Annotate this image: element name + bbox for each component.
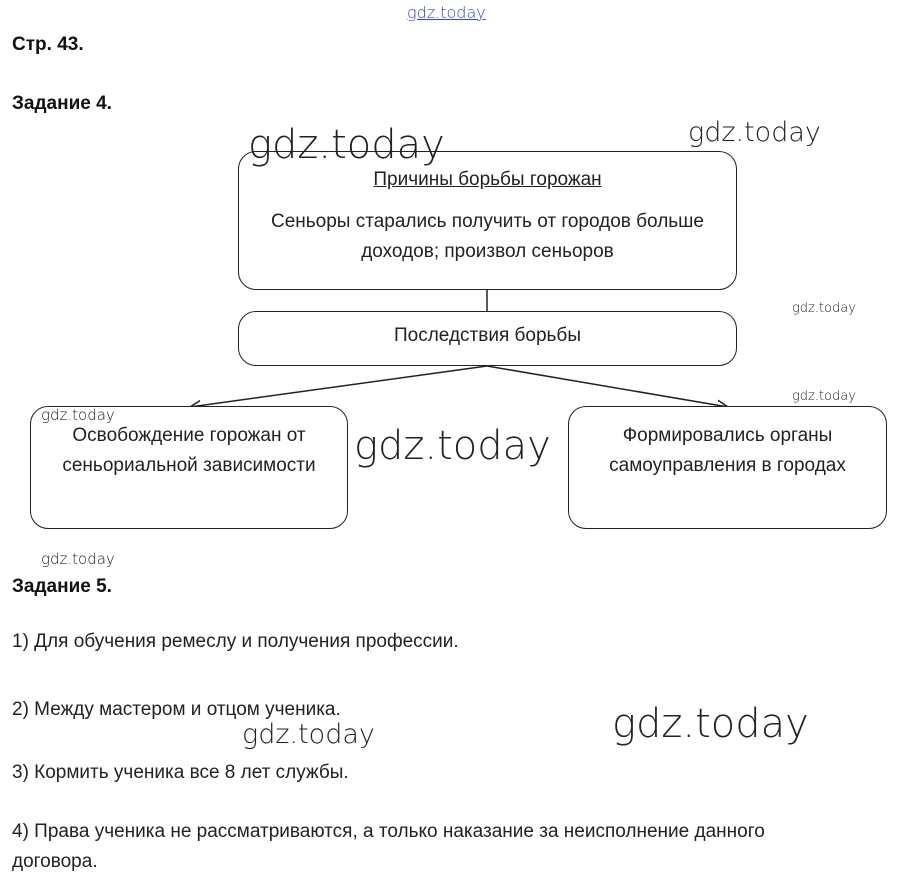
page-label: Стр. 43. (12, 34, 84, 55)
answer-2: 2) Между мастером и отцом ученика. (12, 699, 341, 720)
consequences-title: Последствия борьбы (394, 325, 581, 346)
causes-text: Сеньоры старались получить от городов больше доходов; произвол сеньоров (270, 211, 704, 262)
consequences-box (238, 311, 737, 366)
causes-title: Причины борьбы горожан (373, 169, 602, 190)
task5-heading: Задание 5. (12, 576, 112, 597)
watermark-small-3: gdz.today (41, 406, 115, 424)
watermark-large-3: gdz.today (612, 701, 809, 747)
watermark-large-2: gdz.today (354, 423, 551, 469)
watermark-top[interactable]: gdz.today (407, 3, 486, 22)
answer-4: 4) Права ученика не рассматриваются, а только наказание за неисполнение данного договора. (12, 821, 765, 872)
watermark-medium-2: gdz.today (242, 719, 375, 750)
causes-box (238, 151, 737, 290)
result-right-box (568, 406, 887, 529)
watermark-small-2: gdz.today (792, 389, 856, 404)
answer-1: 1) Для обучения ремеслу и получения профессии. (12, 631, 459, 652)
answer-3: 3) Кормить ученика все 8 лет службы. (12, 762, 349, 783)
arrow-to-left-result (190, 366, 487, 407)
watermark-medium-1: gdz.today (688, 117, 821, 148)
task4-heading: Задание 4. (12, 93, 112, 114)
result-left-box (30, 406, 348, 529)
watermark-large-1: gdz.today (248, 122, 445, 168)
watermark-small-4: gdz.today (41, 550, 115, 568)
arrow-to-right-result (487, 366, 728, 407)
result-right-text: Формировались органы самоуправления в городах (609, 425, 846, 476)
result-left-text: Освобождение горожан от сеньориальной зависимости (62, 425, 316, 476)
watermark-small-1: gdz.today (792, 301, 856, 316)
